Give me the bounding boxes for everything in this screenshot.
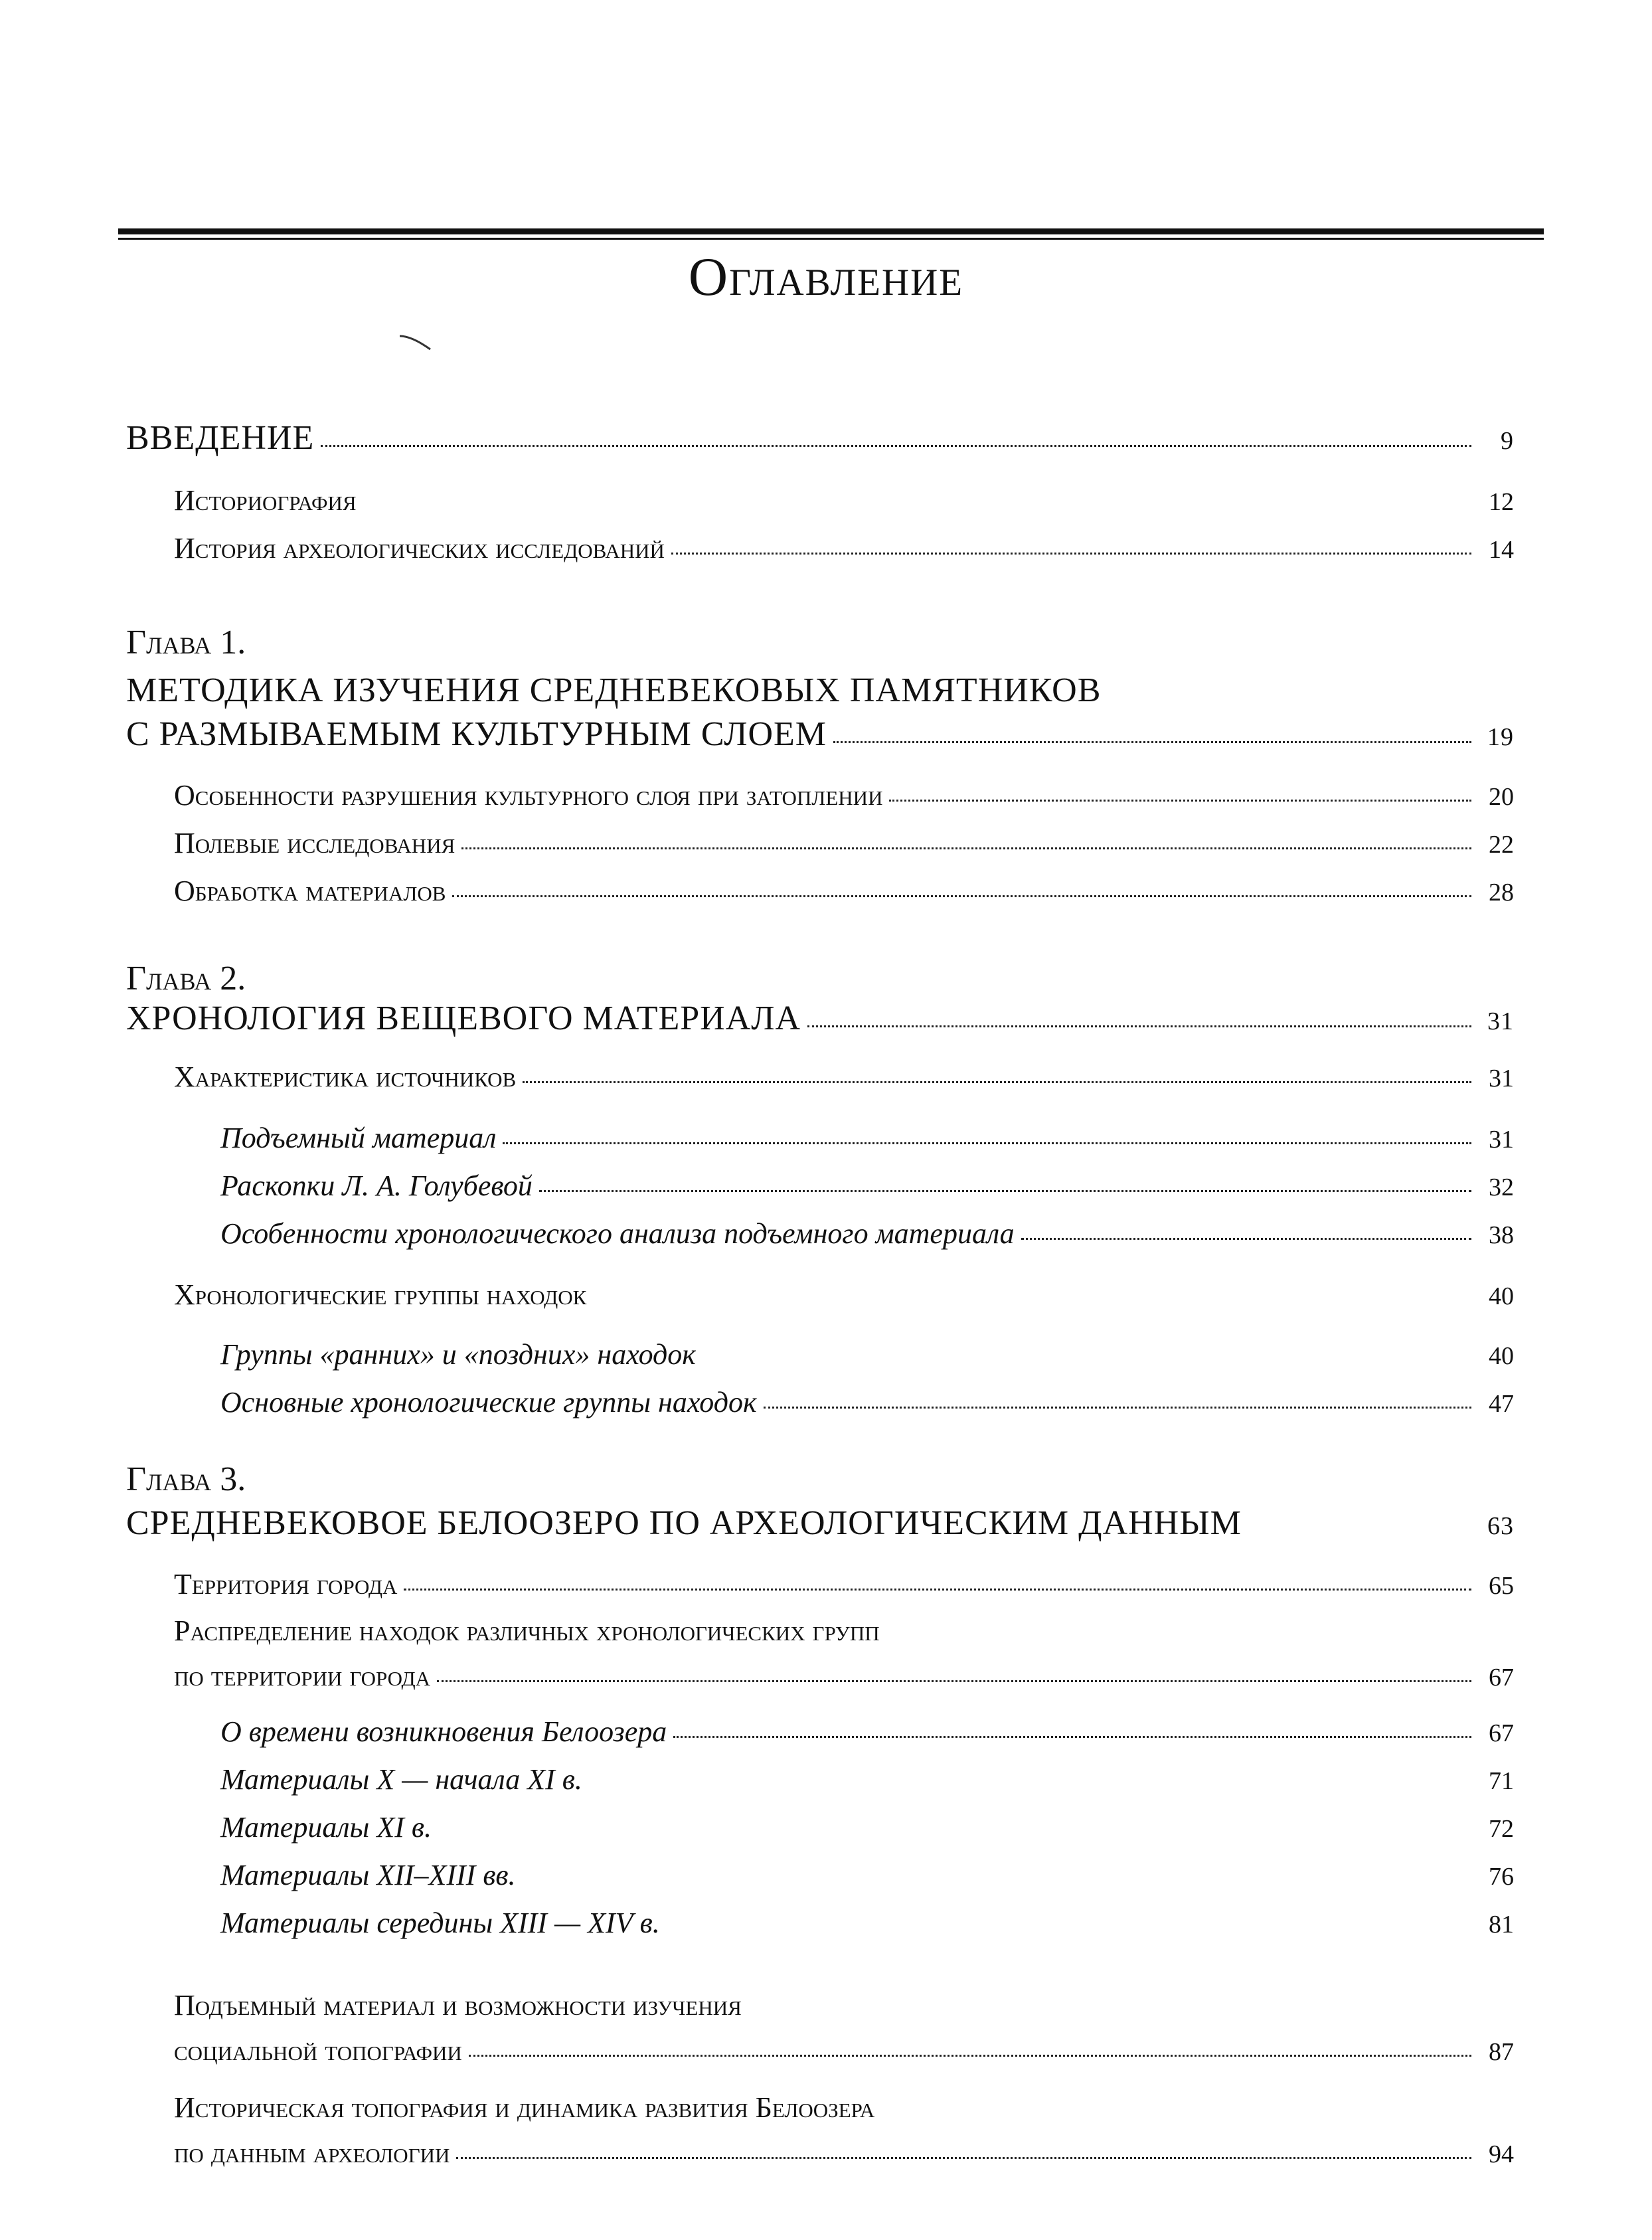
leader-dots	[404, 1588, 1471, 1591]
toc-entry[interactable]: Полевые исследования 22	[174, 827, 1514, 859]
leader-dots	[764, 1406, 1471, 1409]
leader-dots	[461, 847, 1471, 849]
toc-entry[interactable]: Основные хронологические группы находок 47	[220, 1386, 1514, 1419]
leader-dots	[503, 1142, 1471, 1144]
leader-dots	[673, 1735, 1471, 1738]
toc-entry[interactable]: ХРОНОЛОГИЯ ВЕЩЕВОГО МАТЕРИАЛА 31	[126, 999, 1514, 1037]
page-title: Оглавление	[688, 246, 964, 307]
toc-entry[interactable]: О времени возникновения Белоозера 67	[220, 1715, 1514, 1748]
chapter-label: Глава 2.	[126, 960, 246, 997]
toc-entry-first-line: Распределение находок различных хронологических групп	[174, 1614, 880, 1647]
toc-entry[interactable]: Группы «ранних» и «поздних» находок 40	[220, 1338, 1514, 1371]
leader-dots	[523, 1080, 1471, 1083]
leader-dots	[889, 799, 1471, 802]
toc-entry[interactable]: Характеристика источников 31	[174, 1061, 1514, 1093]
toc-entry[interactable]: СРЕДНЕВЕКОВОЕ БЕЛООЗЕРО ПО АРХЕОЛОГИЧЕСКИМ ДАННЫМ 63	[126, 1504, 1514, 1542]
chapter-label: Глава 1.	[126, 624, 246, 661]
toc-entry[interactable]: Историография 12	[174, 484, 1514, 517]
toc-entry-first-line: Подъемный материал и возможности изучения	[174, 1989, 742, 2022]
top-rule-thin	[118, 238, 1544, 240]
toc-entry[interactable]: Материалы XI в. 72	[220, 1811, 1514, 1844]
toc-entry[interactable]: Особенности разрушения культурного слоя при затоплении 20	[174, 779, 1514, 812]
toc-entry[interactable]: ВВЕДЕНИЕ 9	[126, 419, 1514, 457]
toc-entry[interactable]: Хронологические группы находок 40	[174, 1278, 1514, 1311]
leader-dots	[469, 2054, 1471, 2057]
leader-dots	[807, 1025, 1471, 1027]
leader-dots	[321, 444, 1471, 447]
toc-entry[interactable]: по территории города 67	[174, 1660, 1514, 1692]
stray-mark	[398, 332, 432, 352]
toc-entry[interactable]: История археологических исследований 14	[174, 532, 1514, 564]
toc-entry[interactable]: Обработка материалов 28	[174, 875, 1514, 907]
toc-entry[interactable]: Материалы X — начала XI в. 71	[220, 1763, 1514, 1796]
leader-dots	[671, 552, 1471, 555]
chapter-label: Глава 3.	[126, 1460, 246, 1498]
toc-entry[interactable]: С РАЗМЫВАЕМЫМ КУЛЬТУРНЫМ СЛОЕМ 19	[126, 715, 1514, 753]
toc-entry[interactable]: социальной топографии 87	[174, 2034, 1514, 2067]
leader-dots	[833, 740, 1471, 743]
toc-entry[interactable]: Особенности хронологического анализа подъемного материала 38	[220, 1217, 1514, 1250]
chapter-title: МЕТОДИКА ИЗУЧЕНИЯ СРЕДНЕВЕКОВЫХ ПАМЯТНИКОВ	[126, 671, 1102, 709]
toc-entry[interactable]: Подъемный материал 31	[220, 1122, 1514, 1154]
toc-entry-first-line: Историческая топография и динамика развития Белоозера	[174, 2091, 875, 2124]
toc-entry[interactable]: по данным археологии 94	[174, 2136, 1514, 2169]
toc-entry[interactable]: Материалы XII–XIII вв. 76	[220, 1859, 1514, 1891]
leader-dots	[437, 1680, 1471, 1682]
leader-dots	[539, 1189, 1471, 1192]
top-rule	[118, 228, 1544, 234]
toc-entry[interactable]: Раскопки Л. А. Голубевой 32	[220, 1169, 1514, 1202]
leader-dots	[1021, 1237, 1471, 1240]
toc-entry[interactable]: Территория города 65	[174, 1568, 1514, 1600]
toc-entry[interactable]: Материалы середины XIII — XIV в. 81	[220, 1907, 1514, 1939]
leader-dots	[452, 895, 1471, 897]
leader-dots	[456, 2156, 1471, 2159]
